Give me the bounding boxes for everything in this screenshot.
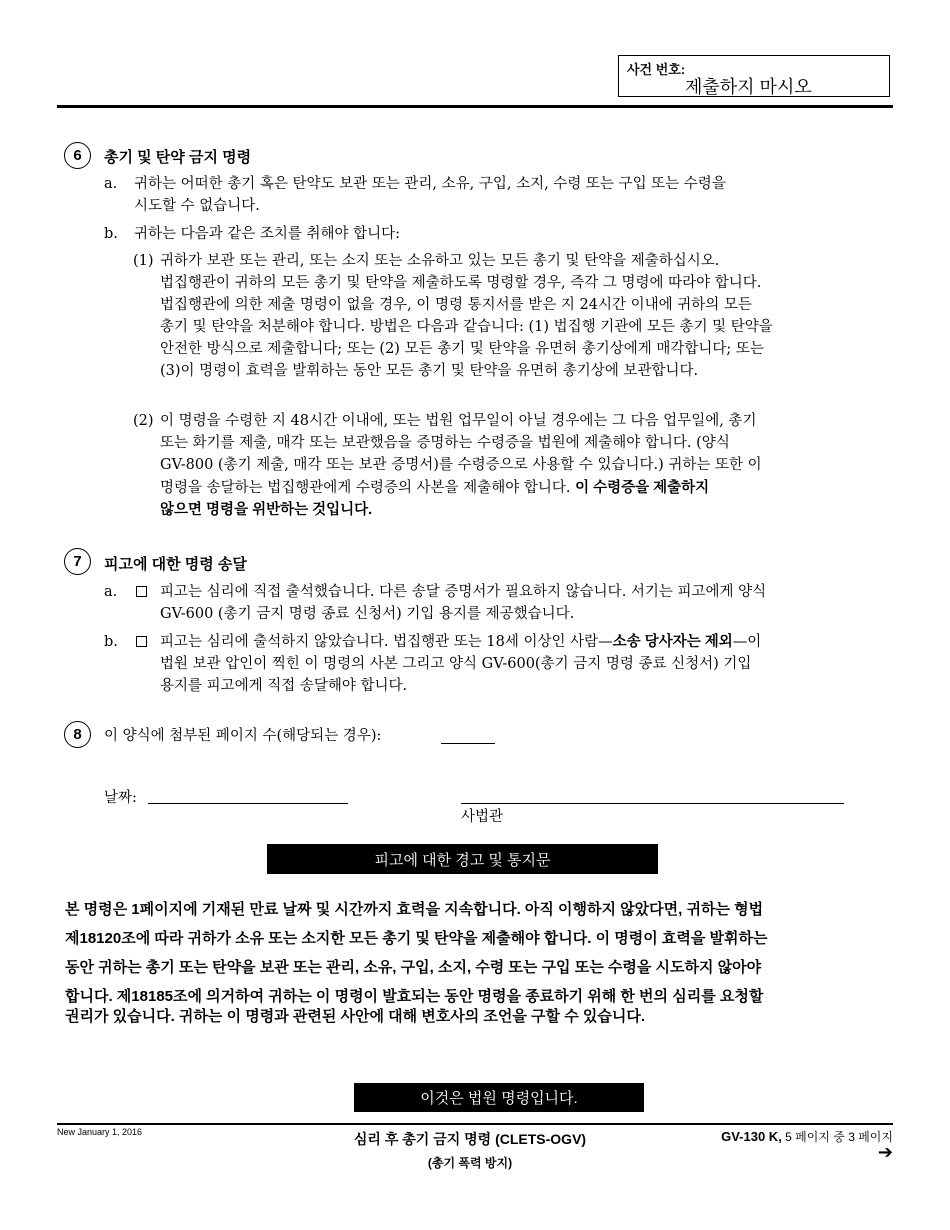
section-6b1-line-1: 귀하가 보관 또는 관리, 또는 소지 또는 소유하고 있는 모든 총기 및 탄약을 제출하십시오. [160, 253, 720, 269]
section-6b2-line-1: 이 명령을 수령한 지 48시간 이내에, 또는 법원 업무일이 아닐 경우에는 그 다음 업무일에, 총기 [160, 413, 757, 429]
section-6b1-line-5: 안전한 방식으로 제출합니다; 또는 (2) 모든 총기 및 탄약을 유면허 총기상에게 매각합니다; 또는 [160, 341, 764, 357]
section-7b-line-1-post: —이 [732, 634, 762, 650]
footer-form-number: GV-130 K, [721, 1129, 782, 1144]
court-order-bar [354, 1083, 644, 1112]
footer-page-count: 5 페이지 중 3 페이지 [785, 1130, 893, 1144]
section-6a-line-1: 귀하는 어떠한 총기 혹은 탄약도 보관 또는 관리, 소유, 구입, 소지, 수령 또는 구입 또는 수령을 [134, 176, 726, 192]
bottom-rule [57, 1123, 893, 1125]
section-6b2-line-4 [160, 477, 709, 499]
warning-line-5: 권리가 있습니다. 귀하는 이 명령과 관련된 사안에 대해 변호사의 조언을 구할 수 있습니다. [65, 1008, 645, 1025]
judge-label: 사법관 [461, 809, 504, 825]
warning-line-3: 동안 귀하는 총기 또는 탄약을 보관 또는 관리, 소유, 구입, 소지, 수령 또는 구입 또는 수령을 시도하지 않아야 [65, 959, 762, 976]
section-6b1-line-4: 총기 및 탄약을 처분해야 합니다. 방법은 다음과 같습니다: (1) 법집행 기관에 모든 총기 및 탄약을 [160, 319, 773, 335]
section-6b2-warning-part-2: 않으면 명령을 위반하는 것입니다. [160, 502, 373, 518]
section-6b2-line-4-text: 명령을 송달하는 법집행관에게 수령증의 사본을 제출해야 합니다. [160, 480, 576, 496]
case-number-box [618, 55, 890, 97]
section-7a-line-1: 피고는 심리에 직접 출석했습니다. 다른 송달 증명서가 필요하지 않습니다. 서기는 피고에게 양식 [160, 584, 767, 600]
section-6b2-line-3: GV-800 (총기 제출, 매각 또는 보관 증명서)를 수령증으로 사용할 수 있습니다.) 귀하는 또한 이 [160, 457, 762, 473]
footer-form-subtitle: (총기 폭력 방지) [427, 1156, 513, 1170]
section-7b-line-1-pre: 피고는 심리에 출석하지 않았습니다. 법집행관 또는 18세 이상인 사람— [160, 634, 613, 650]
section-7-number: 7 [64, 548, 91, 575]
date-field[interactable] [148, 803, 348, 804]
next-page-arrow-icon: ➔ [877, 1142, 893, 1162]
judge-signature-line[interactable] [461, 803, 844, 804]
section-6b1-line-2: 법집행관이 귀하의 모든 총기 및 탄약을 제출하도록 명령할 경우, 즉각 그 명령에 따라야 합니다. [160, 275, 762, 291]
footer-form-title: 심리 후 총기 금지 명령 (CLETS-OGV) [353, 1131, 587, 1147]
section-7b-line-1-bold: 소송 당사자는 제외 [612, 634, 733, 650]
section-6-title: 총기 및 탄약 금지 명령 [104, 149, 252, 166]
section-6b1-line-3: 법집행관에 의한 제출 명령이 없을 경우, 이 명령 통지서를 받은 지 24시간 이내에 귀하의 모든 [160, 297, 752, 313]
section-6b2-marker: (2) [133, 413, 154, 429]
section-6b2-line-2: 또는 화기를 제출, 매각 또는 보관했음을 증명하는 수령증을 법원에 제출해야 합니다. (양식 [160, 435, 730, 451]
section-7b-checkbox[interactable] [136, 636, 147, 647]
section-8-number: 8 [64, 721, 91, 748]
attached-pages-field[interactable] [441, 743, 495, 744]
section-6-number: 6 [64, 142, 91, 169]
case-number-label: 사건 번호: [627, 62, 686, 77]
footer-revision: New January 1, 2016 [57, 1127, 143, 1137]
section-7a-line-2: GV-600 (총기 금지 명령 종료 신청서) 기입 용지를 제공했습니다. [160, 606, 575, 622]
section-7b-marker: b. [104, 634, 118, 650]
warning-title-bar [267, 844, 658, 874]
warning-line-2: 제18120조에 따라 귀하가 소유 또는 소지한 모든 총기 및 탄약을 제출해야 합니다. 이 명령이 효력을 발휘하는 [65, 930, 768, 947]
warning-line-4: 합니다. 제18185조에 의거하여 귀하는 이 명령이 발효되는 동안 명령을 종료하기 위해 한 번의 심리를 요청할 [65, 988, 764, 1005]
case-number-value: 제출하지 마시오 [685, 77, 812, 97]
section-7-title: 피고에 대한 명령 송달 [104, 556, 247, 573]
section-6a-line-2: 시도할 수 없습니다. [134, 198, 260, 214]
section-6b2-warning-part-1: 이 수령증을 제출하지 [575, 480, 710, 496]
section-7b-line-3: 용지를 피고에게 직접 송달해야 합니다. [160, 678, 408, 694]
section-7b-line-2: 법원 보관 압인이 찍힌 이 명령의 사본 그리고 양식 GV-600(총기 금지 명령 종료 신청서) 기입 [160, 656, 752, 672]
section-7b-line-1 [160, 631, 761, 653]
section-7a-checkbox[interactable] [136, 586, 147, 597]
warning-line-1: 본 명령은 1페이지에 기재된 만료 날짜 및 시간까지 효력을 지속합니다. 아직 이행하지 않았다면, 귀하는 형법 [65, 901, 764, 918]
section-7a-marker: a. [104, 584, 118, 600]
warning-title: 피고에 대한 경고 및 통지문 [374, 851, 551, 869]
section-6b1-marker: (1) [133, 253, 154, 269]
date-label: 날짜: [104, 790, 137, 806]
section-6a-marker: a. [104, 176, 118, 192]
section-6b-marker: b. [104, 226, 118, 242]
section-8-text: 이 양식에 첨부된 페이지 수(해당되는 경우): [104, 728, 382, 744]
court-order-text: 이것은 법원 명령입니다. [420, 1090, 578, 1107]
section-6b-text: 귀하는 다음과 같은 조치를 취해야 합니다: [134, 226, 401, 242]
section-6b1-line-6: (3)이 명령이 효력을 발휘하는 동안 모든 총기 및 탄약을 유면허 총기상에 보관합니다. [160, 363, 699, 379]
footer-page-info [721, 1128, 893, 1145]
top-rule [57, 105, 893, 108]
